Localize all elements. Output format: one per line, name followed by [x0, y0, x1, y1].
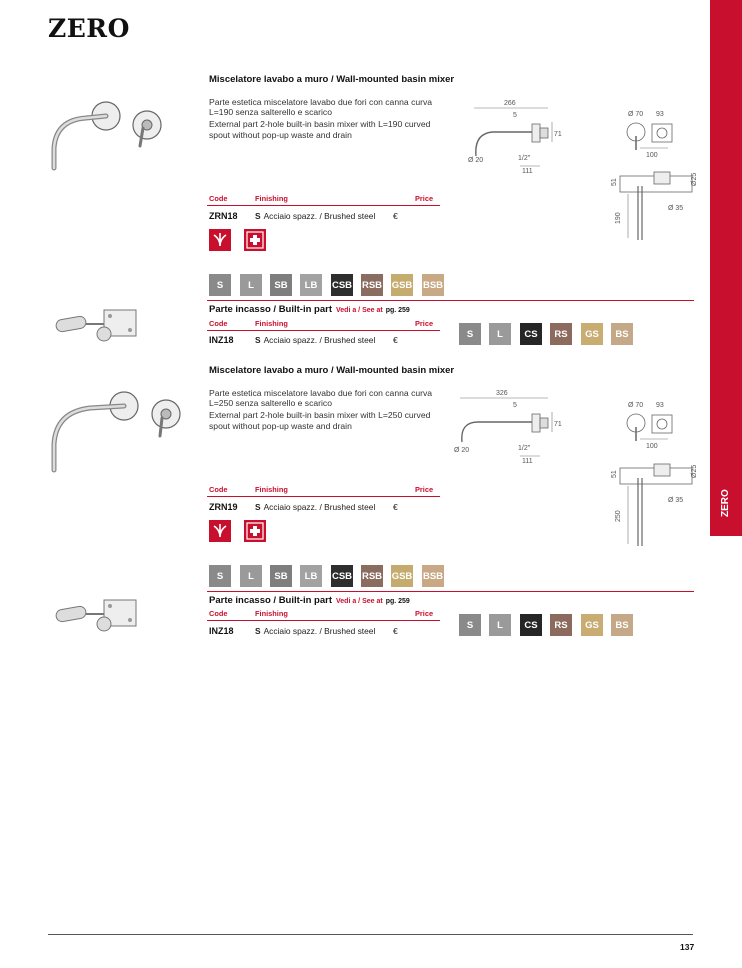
swatch-CSB[interactable]: CSB: [331, 565, 353, 587]
mixer-product-image: [46, 386, 186, 478]
dim-100: 100: [646, 152, 658, 159]
dim-d20: Ø 20: [468, 157, 484, 164]
builtin-title: Parte incasso / Built-in part Vedi a / See at pg. 259: [209, 304, 410, 315]
dim-length: 266: [504, 100, 516, 107]
swatch-RSB[interactable]: RSB: [361, 274, 383, 296]
price-currency: €: [393, 211, 398, 221]
swatch-BSB[interactable]: BSB: [422, 274, 444, 296]
builtin-title: Parte incasso / Built-in part Vedi a / See at pg. 259: [209, 595, 410, 606]
header-divider: [207, 205, 440, 206]
swatch-GSB[interactable]: GSB: [391, 274, 413, 296]
footer-divider: [48, 934, 693, 935]
description-en: External part 2-hole built-in basin mixer with L=190 curved spout without pop-up waste and drain: [209, 119, 431, 140]
dim-d25: Ø25: [691, 172, 698, 186]
builtin-code-header: Code: [209, 609, 228, 618]
swatch-L[interactable]: L: [240, 274, 262, 296]
dim-d25: Ø25: [691, 464, 698, 478]
builtin-finishing-header: Finishing: [255, 319, 288, 328]
builtin-swatch-CS[interactable]: CS: [520, 614, 542, 636]
finish-description: S Acciaio spazz. / Brushed steel: [255, 502, 376, 512]
side-tab: [710, 0, 742, 536]
swiss-made-icon: [244, 520, 266, 542]
builtin-swatch-S[interactable]: S: [459, 323, 481, 345]
swatch-CSB[interactable]: CSB: [331, 274, 353, 296]
water-saving-icon: [209, 229, 231, 251]
builtin-finish: S Acciaio spazz. / Brushed steel: [255, 335, 376, 345]
product-description: [209, 388, 449, 433]
finish-description: S Acciaio spazz. / Brushed steel: [255, 211, 376, 221]
builtin-swatch-GS[interactable]: GS: [581, 323, 603, 345]
swatch-S[interactable]: S: [209, 565, 231, 587]
description-en: External part 2-hole built-in basin mixer with L=250 curved spout without pop-up waste and drain: [209, 410, 431, 431]
builtin-code-header: Code: [209, 319, 228, 328]
dim-d35: Ø 35: [668, 205, 684, 212]
price-currency: €: [393, 502, 398, 512]
swatch-S[interactable]: S: [209, 274, 231, 296]
builtin-swatch-BS[interactable]: BS: [611, 614, 633, 636]
description-it: Parte estetica miscelatore lavabo due fori con canna curva L=250 senza salterello e scarico: [209, 388, 433, 409]
swatch-GSB[interactable]: GSB: [391, 565, 413, 587]
dim-111: 111: [522, 168, 533, 175]
dim-5: 5: [513, 402, 517, 409]
builtin-swatch-S[interactable]: S: [459, 614, 481, 636]
dim-5: 5: [513, 112, 517, 119]
builtin-currency: €: [393, 626, 398, 636]
dim-d70: Ø 70: [628, 402, 644, 409]
dim-100: 100: [646, 443, 658, 450]
builtin-header-divider: [207, 620, 440, 621]
dim-d20: Ø 20: [454, 447, 470, 454]
builtin-price-header: Price: [415, 319, 434, 328]
side-view-drawing: [462, 96, 572, 178]
page-number: 137: [680, 942, 695, 952]
dim-half-inch: 1/2": [518, 155, 531, 162]
swatch-LB[interactable]: LB: [300, 274, 322, 296]
builtin-part-image: [48, 304, 142, 346]
builtin-swatch-GS[interactable]: GS: [581, 614, 603, 636]
side-view-drawing: [452, 386, 572, 468]
mixer-product-image: [46, 96, 166, 178]
dim-93: 93: [656, 402, 664, 409]
code-header: Code: [209, 485, 228, 494]
section-view-drawing: [608, 168, 702, 248]
builtin-price-header: Price: [415, 609, 434, 618]
dim-half-inch: 1/2": [518, 445, 531, 452]
builtin-finishing-header: Finishing: [255, 609, 288, 618]
finishing-header: Finishing: [255, 485, 288, 494]
swatch-RSB[interactable]: RSB: [361, 565, 383, 587]
builtin-divider: [207, 591, 694, 592]
builtin-swatch-RS[interactable]: RS: [550, 323, 572, 345]
finishing-header: Finishing: [255, 194, 288, 203]
swatch-SB[interactable]: SB: [270, 565, 292, 587]
builtin-finish: S Acciaio spazz. / Brushed steel: [255, 626, 376, 636]
product-code: ZRN18: [209, 211, 238, 221]
description-it: Parte estetica miscelatore lavabo due fori con canna curva L=190 senza salterello e scarico: [209, 97, 433, 118]
builtin-swatch-L[interactable]: L: [489, 614, 511, 636]
front-view-drawing: [622, 106, 702, 162]
dim-250: 250: [615, 510, 622, 522]
builtin-swatch-L[interactable]: L: [489, 323, 511, 345]
product-title: Miscelatore lavabo a muro / Wall-mounted basin mixer: [209, 74, 455, 85]
swiss-made-icon: [244, 229, 266, 251]
swatch-LB[interactable]: LB: [300, 565, 322, 587]
price-header: Price: [415, 194, 434, 203]
builtin-header-divider: [207, 330, 440, 331]
dim-71: 71: [554, 131, 562, 138]
builtin-code: INZ18: [209, 335, 234, 345]
code-header: Code: [209, 194, 228, 203]
brand-logo: ZERO: [48, 14, 130, 43]
front-view-drawing: [622, 397, 702, 453]
product-description: [209, 97, 449, 142]
dim-length: 326: [496, 390, 508, 397]
dim-51: 51: [611, 178, 618, 186]
swatch-BSB[interactable]: BSB: [422, 565, 444, 587]
builtin-divider: [207, 300, 694, 301]
builtin-code: INZ18: [209, 626, 234, 636]
product-code: ZRN19: [209, 502, 238, 512]
section-view-drawing: [608, 460, 702, 550]
dim-71: 71: [554, 421, 562, 428]
dim-d35: Ø 35: [668, 497, 684, 504]
product-title: Miscelatore lavabo a muro / Wall-mounted basin mixer: [209, 365, 455, 376]
dim-d70: Ø 70: [628, 111, 644, 118]
side-tab-label: ZERO: [720, 489, 731, 517]
dim-111: 111: [522, 458, 533, 465]
builtin-part-image: [48, 594, 142, 636]
builtin-swatch-BS[interactable]: BS: [611, 323, 633, 345]
water-saving-icon: [209, 520, 231, 542]
price-header: Price: [415, 485, 434, 494]
dim-93: 93: [656, 111, 664, 118]
swatch-L[interactable]: L: [240, 565, 262, 587]
builtin-currency: €: [393, 335, 398, 345]
swatch-SB[interactable]: SB: [270, 274, 292, 296]
builtin-swatch-CS[interactable]: CS: [520, 323, 542, 345]
header-divider: [207, 496, 440, 497]
dim-190: 190: [615, 212, 622, 224]
dim-51: 51: [611, 470, 618, 478]
builtin-swatch-RS[interactable]: RS: [550, 614, 572, 636]
